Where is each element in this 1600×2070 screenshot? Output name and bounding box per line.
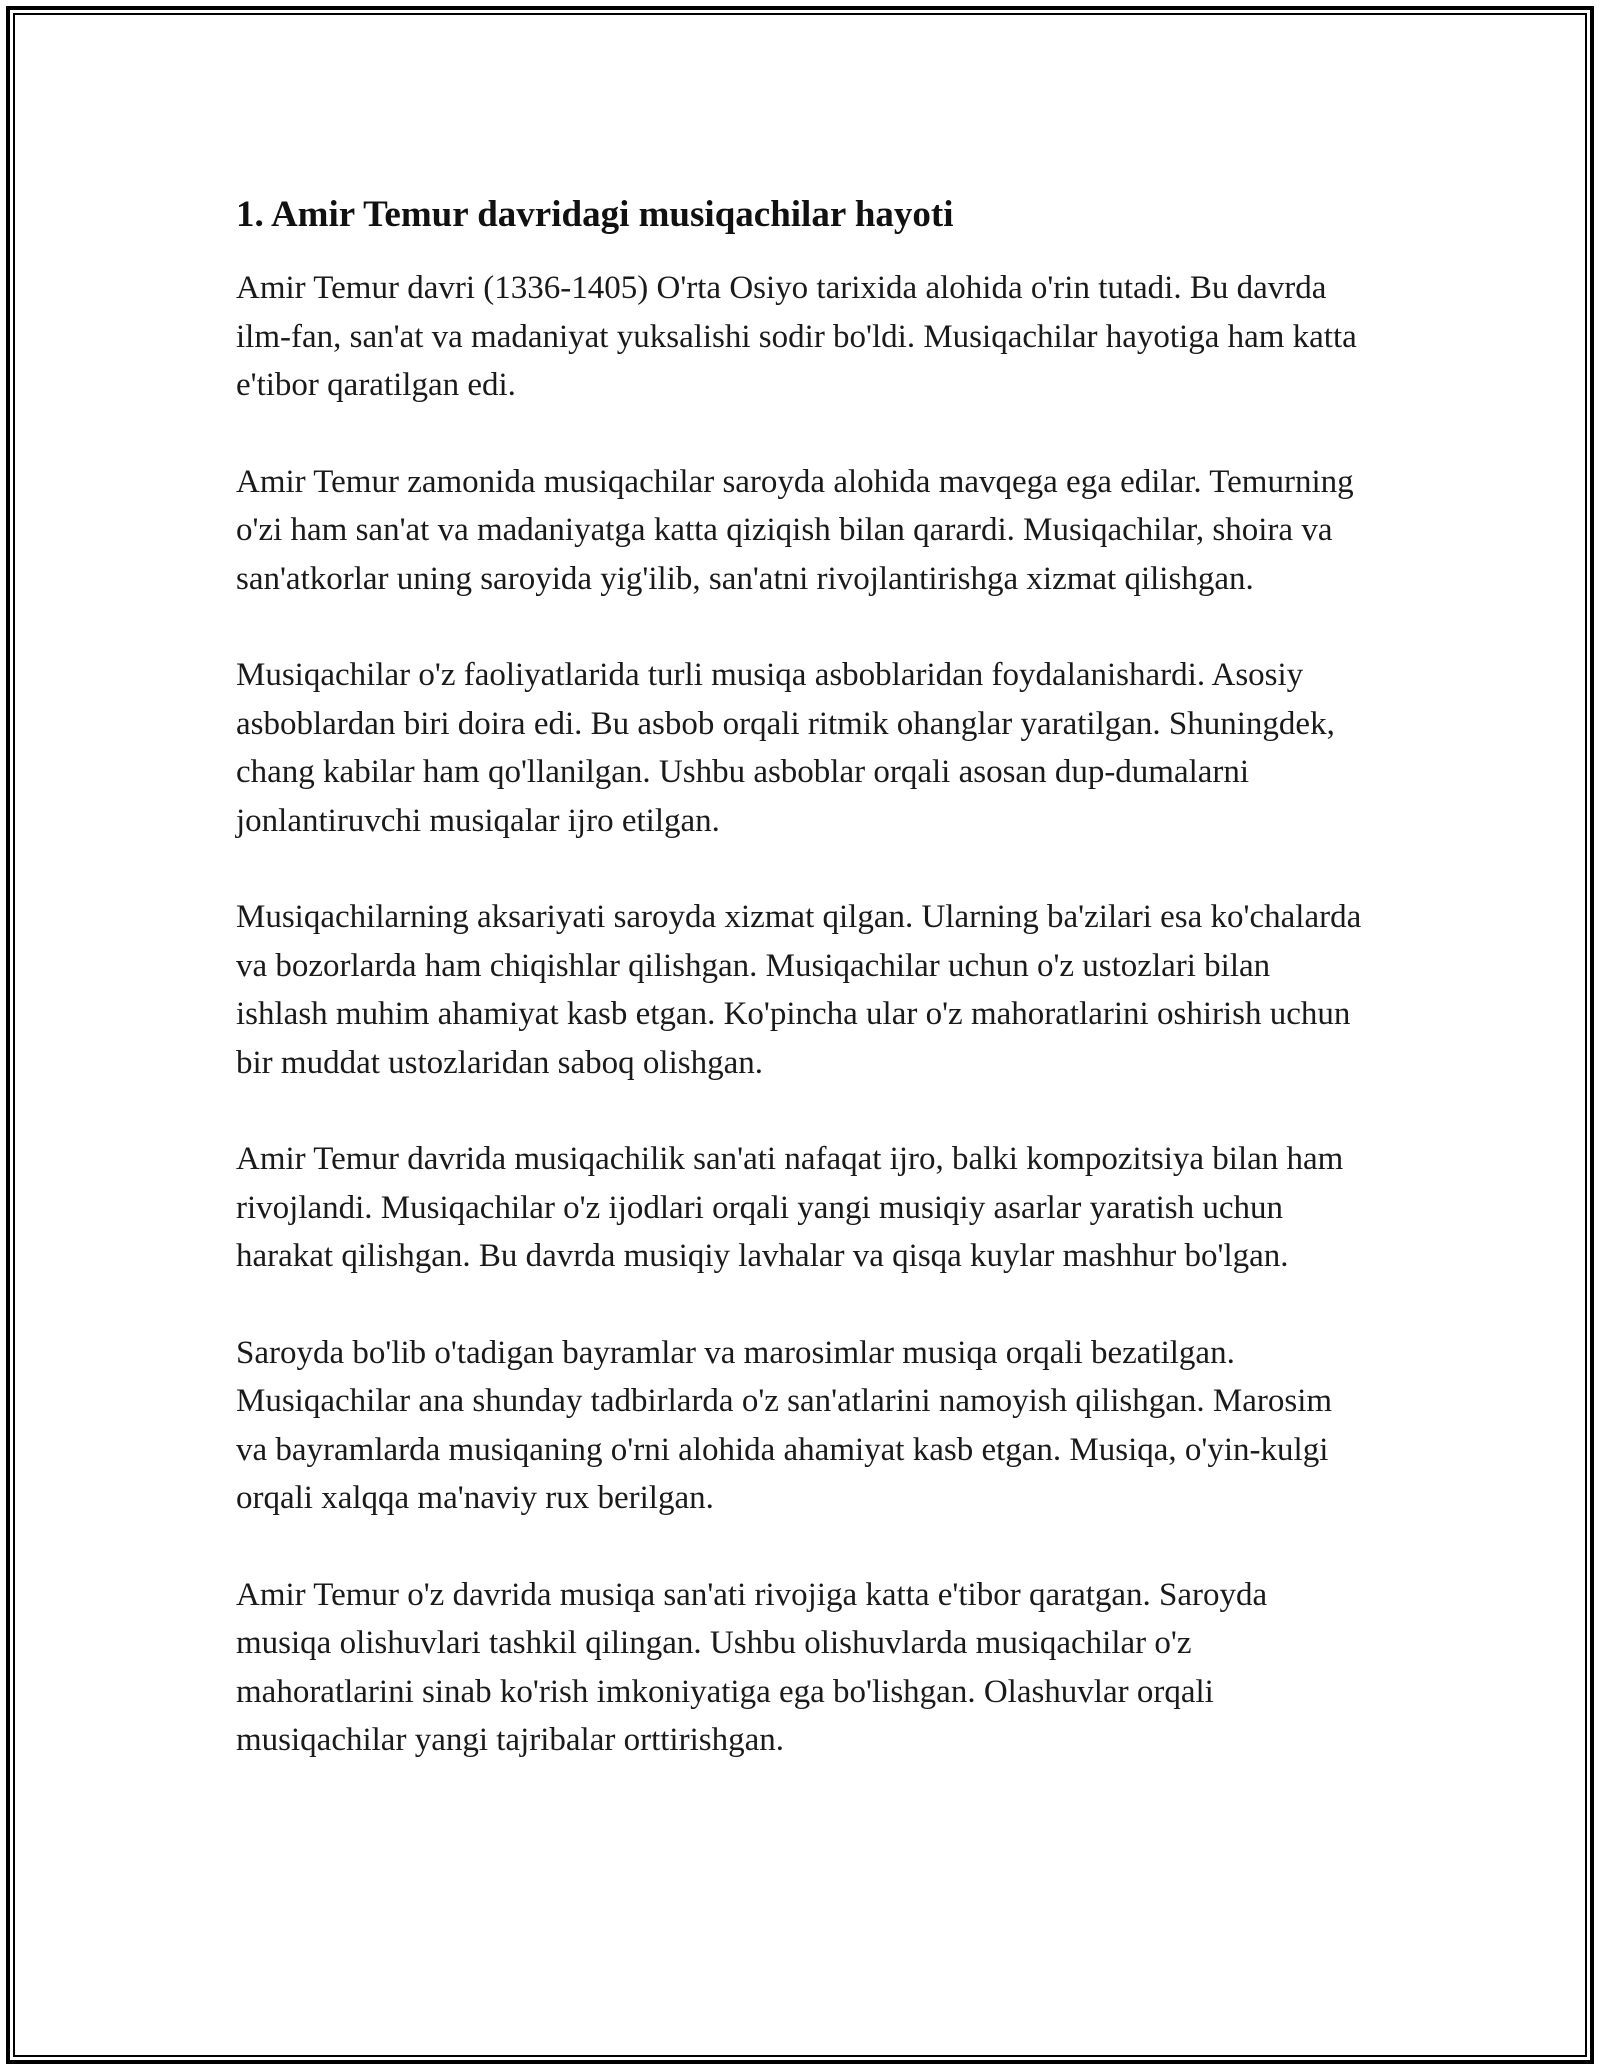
section-heading: 1. Amir Temur davridagi musiqachilar hayoti [236, 194, 954, 235]
paragraph-7: Amir Temur o'z davrida musiqa san'ati rivojiga katta e'tibor qaratgan. Saroyda musiqa olishuvlari tashkil qilingan. Ushbu olishuvlarda musiqachilar o'z mahoratlarini sinab ko'rish imkoniyatiga ega bo'lishgan. Olashuvlar orqali musiqachilar yangi tajribalar orttirishgan. [236, 1576, 1268, 1758]
paragraph-6: Saroyda bo'lib o'tadigan bayramlar va marosimlar musiqa orqali bezatilgan. Musiqachilar ana shunday tadbirlarda o'z san'atlarini namoyish qilishgan. Marosim va bayramlarda musiqaning o'rni alohida ahamiyat kasb etgan. Musiqa, o'yin-kulgi orqali xalqqa ma'naviy rux berilgan. [236, 1334, 1333, 1516]
paragraph-2: Amir Temur zamonida musiqachilar saroyda alohida mavqega ega edilar. Temurning o'zi ham san'at va madaniyatga katta qiziqish bilan qarardi. Musiqachilar, shoira va san'atkorlar uning saroyida yig'ilib, san'atni rivojlantirishga xizmat qilishgan. [236, 463, 1354, 597]
paragraph-1: Amir Temur davri (1336-1405) O'rta Osiyo tarixida alohida o'rin tutadi. Bu davrda ilm-fan, san'at va madaniyat yuksalishi sodir bo'ldi. Musiqachilar hayotiga ham katta e'tibor qaratilgan edi. [236, 270, 1357, 403]
document-body [236, 188, 1366, 1813]
paragraph-3: Musiqachilar o'z faoliyatlarida turli musiqa asboblaridan foydalanishardi. Asosiy asboblardan biri doira edi. Bu asbob orqali ritmik ohanglar yaratilgan. Shuningdek, chang kabilar ham qo'llanilgan. Ushbu asboblar orqali asosan dup-dumalarni jonlantiruvchi musiqalar ijro etilgan. [236, 657, 1335, 839]
paragraph-5: Amir Temur davrida musiqachilik san'ati nafaqat ijro, balki kompozitsiya bilan ham rivojlandi. Musiqachilar o'z ijodlari orqali yangi musiqiy asarlar yaratish uchun harakat qilishgan. Bu davrda musiqiy lavhalar va qisqa kuylar mashhur bo'lgan. [236, 1141, 1344, 1274]
paragraph-4: Musiqachilarning aksariyati saroyda xizmat qilgan. Ularning ba'zilari esa ko'chalarda va bozorlarda ham chiqishlar qilishgan. Musiqachilar uchun o'z ustozlari bilan ishlash muhim ahamiyat kasb etgan. Ko'pincha ular o'z mahoratlarini oshirish uchun bir muddat ustozlaridan saboq olishgan. [236, 899, 1362, 1081]
